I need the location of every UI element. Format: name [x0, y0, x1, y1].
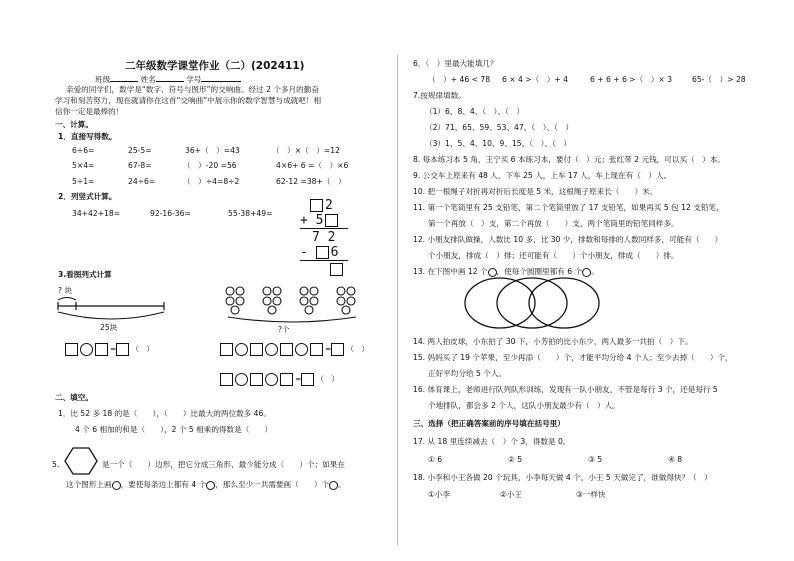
operator-circle[interactable]: [80, 343, 93, 356]
section3-heading: 三、选择（把正确答案前的序号填在括号里）: [413, 419, 565, 428]
puzzle-blank[interactable]: [310, 199, 323, 212]
calc-r1c2: 25-5=: [128, 146, 152, 155]
section2-heading: 二、填空。: [55, 393, 93, 402]
q16-line1: 16. 体育课上，老师进行队列队形训练，发现有一队小朋友，不管是每行 3 个，还是每行 5: [413, 385, 718, 394]
answer-box[interactable]: [250, 373, 263, 386]
q6-item-4: 65-（ ）> 28: [692, 75, 746, 84]
fill-q5-number: 5.: [52, 460, 60, 469]
calc-r2c4: 4×6+ 6 =（ ）×6: [276, 161, 349, 170]
operator-circle[interactable]: [235, 373, 248, 386]
puzzle-blank[interactable]: [325, 214, 338, 227]
operator-circle[interactable]: [295, 343, 308, 356]
number-field[interactable]: [201, 73, 241, 82]
q6-heading: 6．（ ）里最大能填几？: [413, 59, 498, 68]
q18-option-1[interactable]: ①小李: [428, 490, 450, 499]
q16-line2: 个地排队，都会多 2 个人，这队小朋友最少有（ ）人。: [428, 401, 620, 410]
fig1-top-label: ? 块: [58, 286, 73, 295]
operator-circle[interactable]: [265, 343, 278, 356]
column-divider: [397, 55, 398, 545]
q15-line1: 15. 妈妈买了 19 个苹果，至少再添（ ）个，才能平均分给 4 个人；至少去掉（ ）个，: [413, 353, 733, 362]
calc-r1c4: （ ）×（ ）=12: [272, 146, 340, 155]
answer-box[interactable]: [250, 343, 263, 356]
equation-template-1: = （ ）: [65, 343, 154, 356]
q17: 17. 从 18 里连续减去（ ）个 3，得数是 0。: [413, 437, 571, 446]
intro-line-2: 学习和刻苦努力，现在就请你在这首“交响曲”中展示你的数学智慧与成就吧！相: [55, 96, 322, 105]
name-field[interactable]: [156, 73, 184, 82]
q7-heading: 7.按规律填数。: [413, 91, 466, 100]
fill-q5-line1: 是一个（ ）边形，把它分成三角形，最少能分成（ ）个；如果在: [102, 460, 345, 469]
q6-item-2: 6 × 4 >（ ）+ 4: [502, 75, 569, 84]
vertical-calc-1: 34+42+18=: [72, 209, 121, 218]
answer-box[interactable]: [310, 343, 323, 356]
calc-r3c1: 5÷1=: [72, 177, 95, 186]
calc-r1c3: 36+（ ）=43: [185, 146, 240, 155]
digit-puzzle: 2 + 5 7 2 - 6: [300, 198, 360, 270]
q12-line2: 个小朋友，排成（ ）排；还可能有（ ）个小朋友，排成（ ）排。: [428, 251, 679, 260]
calc-r1c1: 6÷6=: [72, 146, 95, 155]
operator-circle[interactable]: [235, 343, 248, 356]
q17-option-4[interactable]: ④ 8: [668, 455, 683, 464]
small-circle-icon: [112, 481, 121, 490]
picture-calc-heading: 3.看图列式计算: [58, 270, 112, 279]
calc-r3c4: 62-12 =38+（ ）: [276, 177, 346, 186]
section1-heading: 一、计算。: [55, 120, 93, 129]
q14: 14. 两人拍皮球，小东拍了 30 下，小芳拍的比小东少，两人最多一共拍（ ）下。: [413, 337, 693, 346]
answer-box[interactable]: [220, 343, 233, 356]
q11-line2: 第一个再放（ ）支，第二个再放（ ）支，两个笔筒里的铅笔同样多。: [428, 219, 679, 228]
name-label: 姓名: [140, 75, 156, 84]
answer-box[interactable]: [65, 343, 78, 356]
hexagon-shape: [64, 446, 98, 476]
q18-option-2[interactable]: ②小王: [500, 490, 522, 499]
q10: 10. 把一根绳子对折再对折后长度是 5 米，这根绳子原来长（ ）米。: [413, 187, 658, 196]
intro-line-3: 信你一定是最棒的！: [55, 107, 124, 116]
intro-line-1: 亲爱的同学们，数学是“数字、符号与图形”的交响曲。经过 2 个多月的勤奋: [66, 85, 319, 94]
small-circle-icon: [206, 481, 215, 490]
q11-line1: 11. 第一个笔筒里有 25 支铅笔，第二个笔筒里放了 17 支铅笔，如果再买 5 包 12 支铅笔，: [413, 203, 724, 212]
calc-r3c2: 24÷6=: [128, 177, 156, 186]
q8: 8. 每本练习本 5 角，王宁买 6 本练习本，要付（ ）元；张红带 2 元钱，可以买（ ）本。: [413, 155, 726, 164]
answer-box[interactable]: [116, 343, 129, 356]
vertical-calc-3: 55-38+49=: [228, 209, 273, 218]
q15-line2: 正好平均分给 5 个人。: [428, 369, 507, 378]
class-field[interactable]: [110, 73, 138, 82]
vertical-calc-2: 92-16-36=: [150, 209, 191, 218]
overlapping-circles-figure[interactable]: [460, 275, 610, 331]
calc-r2c2: 67-8=: [128, 161, 152, 170]
fill-q5-line2: 这个图形上画 ，要使每条边上都有 4 个 ，那么至少一共需要画（ ）个 。: [66, 480, 346, 489]
answer-box[interactable]: [280, 373, 293, 386]
q6-item-1: （ ）+ 46 < 78: [428, 75, 491, 84]
q9: 9. 公交车上原来有 48 人，下车 25 人，上车 17 人，车上现在有（ ）人。: [413, 171, 672, 180]
direct-calc-heading: 1．直接写得数。: [58, 132, 117, 141]
q12-line1: 12. 小朋友排队做操，人数比 10 多，比 30 少，排数和每排的人数同样多，可能有（ ）: [413, 235, 723, 244]
fill-q1-line2: 4 个 6 相加的和是（ ），2 个 5 相乘的得数是（ ）: [75, 425, 273, 434]
calc-r2c1: 5×4=: [72, 161, 95, 170]
calc-r2c3: （ ）-20 =56: [183, 161, 237, 170]
q17-option-1[interactable]: ① 6: [428, 455, 443, 464]
q13: 13. 在下图中画 12 个 ，使每个圆圈里都有 6 个 。: [413, 267, 599, 276]
small-circle-icon: [329, 481, 338, 490]
q6-item-3: 6 + 6 + 6 >（ ）× 3: [590, 75, 673, 84]
q18-option-3[interactable]: ③一样快: [576, 490, 606, 499]
page-title: 二年级数学课堂作业（二）(202411): [125, 60, 305, 72]
q17-option-3[interactable]: ③ 5: [588, 455, 603, 464]
puzzle-blank[interactable]: [316, 246, 329, 259]
number-label: 学号: [186, 75, 202, 84]
equation-template-2: = （ ）: [220, 343, 369, 356]
dot-groups-figure: [222, 283, 357, 323]
answer-box[interactable]: [301, 373, 314, 386]
puzzle-blank[interactable]: [330, 263, 343, 276]
fig1-bottom-label: 25块: [100, 323, 118, 332]
student-info-line: [95, 73, 241, 85]
operator-circle[interactable]: [265, 373, 278, 386]
fill-q1-line1: 1．比 52 多 18 的是（ ），（ ）比最大的两位数多 46。: [58, 409, 271, 418]
q7-seq-1: （1）6、8、4、（ ）、（ ）: [425, 107, 525, 116]
q7-seq-2: （2）71、65、59、53、47、（ ）、（ ）: [425, 123, 574, 132]
q17-option-2[interactable]: ② 5: [508, 455, 523, 464]
answer-box[interactable]: [220, 373, 233, 386]
answer-box[interactable]: [95, 343, 108, 356]
fig2-label: ?个: [278, 325, 290, 334]
equation-template-3: = （ ）: [220, 373, 339, 386]
segment-diagram: [52, 296, 172, 326]
calc-r3c3: （ ）÷4=8÷2: [183, 177, 240, 186]
class-label: 班级: [95, 75, 111, 84]
vertical-calc-heading: 2．列竖式计算。: [58, 192, 117, 201]
q7-seq-3: （3）1、5、4、10、9、15、（ ）、（ ）: [425, 139, 571, 148]
q18: 18. 小李和小王各做 20 个玩具，小李每天做 4 个，小王 5 天做完了，谁做得快？（ ）: [413, 473, 712, 482]
answer-box[interactable]: [280, 343, 293, 356]
answer-box[interactable]: [331, 343, 344, 356]
